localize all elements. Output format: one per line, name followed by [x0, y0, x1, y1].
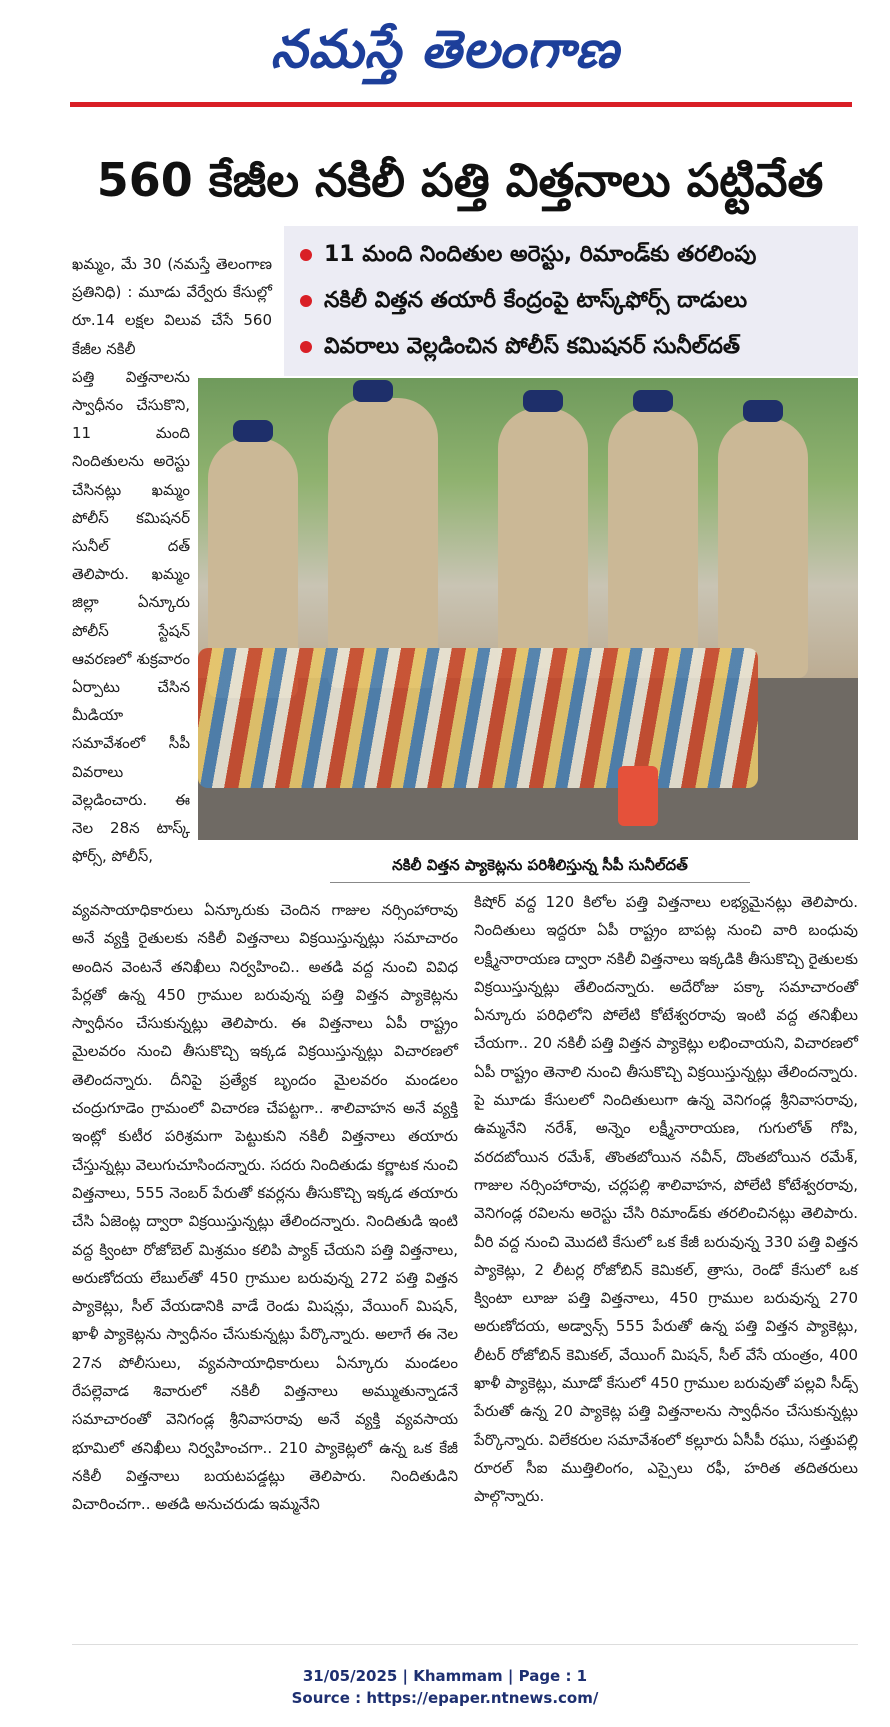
highlight-item — [294, 232, 858, 278]
article-body-left: వ్యవసాయాధికారులు ఏన్కూరుకు చెందిన గాజుల నర్సింహారావు అనే వ్యక్తి రైతులకు నకిలీ విత్తనాలు విక్రయిస్తున్నట్లు సమాచారం అందిన వెంటనే తనిఖీలు నిర్వహించి.. అతడి వద్ద నుంచి వివిధ పేర్లతో ఉన్న 450 గ్రాముల బరువున్న పత్తి విత్తన ప్యాకెట్లను స్వాధీనం చేసుకున్నట్లు తెలిపారు. ఈ విత్తనాలు ఏపీ రాష్ట్రం మైలవరం నుంచి తీసుకొచ్చి ఇక్కడ విక్రయిస్తున్నట్లు విచారణలో తెలిందన్నారు. దీనిపై ప్రత్యేక బృందం మైలవరం మండలం చంద్రుగూడెం గ్రామంలో విచారణ చేపట్టగా.. శాలివాహన అనే వ్యక్తి ఇంట్లో కుటీర పరిశ్రమగా పెట్టుకుని నకిలీ విత్తనాలు తయారు చేస్తున్నట్లు వెలుగుచూసిందన్నారు. సదరు నిందితుడు కర్ణాటక నుంచి విత్తనాలు, 555 నెంబర్‌ పేరుతో కవర్లను తీసుకొచ్చి ఇక్కడ తయారు చేసి ఏజెంట్ల ద్వారా విక్రయిస్తున్నట్లు తేలిందన్నారు. నిందితుడి ఇంటి వద్ద క్వింటా రోజోబెల్‌ మిశ్రమం కలిపి ప్యాక్‌ చేయని పత్తి విత్తనాలు, అరుణోదయ లేబుల్‌తో 450 గ్రాముల బరువున్న 272 పత్తి విత్తన ప్యాకెట్లు, సీల్‌ వేయడానికి వాడే రెండు మిషన్లు, వేయింగ్‌ మిషన్‌, ఖాళీ ప్యాకెట్లను స్వాధీనం చేసుకున్నట్లు పేర్కొన్నారు. అలాగే ఈ నెల 27న పోలీసులు, వ్యవసాయాధికారులు ఏన్కూరు మండలం రేపల్లెవాడ శివారులో నకిలీ విత్తనాలు అమ్ముతున్నాడనే సమాచారంతో వెనిగండ్ల శ్రీనివాసరావు అనే వ్యక్తి వ్యవసాయ భూమిలో తనిఖీలు నిర్వహించగా.. 210 ప్యాకెట్లలో ఉన్న ఒక కేజీ నకిలీ విత్తనాలు బయటపడ్డట్లు తెలిపారు. నిందితుడిని విచారించగా.. అతడి అనుచరుడు ఇమ్మనేని — [72, 901, 458, 1514]
news-photo — [198, 378, 858, 840]
seed-packets-pile — [198, 648, 758, 788]
masthead — [0, 6, 890, 96]
photo-officer — [718, 418, 808, 678]
highlight-text: నకిలీ విత్తన తయారీ కేంద్రంపై టాస్క్‌ఫోర్స్‌ దాడులు — [324, 288, 748, 313]
cap-icon — [633, 390, 673, 412]
footer-rule — [72, 1644, 858, 1645]
bullet-dot-icon — [300, 341, 312, 353]
highlight-text: 11 మంది నిందితుల అరెస్టు, రిమాండ్‌కు తరలింపు — [324, 242, 757, 267]
bullet-dot-icon — [300, 249, 312, 261]
highlights-box — [284, 226, 858, 376]
cap-icon — [353, 380, 393, 402]
photo-officer — [498, 408, 588, 668]
intro-continued: పత్తి విత్తనాలను స్వాధీనం చేసుకొని, 11 మంది నిందితులను అరెస్టు చేసినట్లు ఖమ్మం పోలీస్‌ కమిషనర్‌ సునీల్‌ దత్‌ తెలిపారు. ఖమ్మం జిల్లా ఏన్కూరు పోలీస్‌ స్టేషన్‌ ఆవరణలో శుక్రవారం ఏర్పాటు చేసిన మీడియా సమావేశంలో సీపీ వివరాలు వెల్లడించారు. ఈ నెల 28న టాస్క్‌ ఫోర్స్‌, పోలీస్‌, — [72, 367, 190, 866]
highlight-item — [294, 324, 858, 370]
chemical-can — [618, 766, 658, 826]
highlight-item — [294, 278, 858, 324]
masthead-title: నమస్తే తెలంగాణ — [270, 20, 620, 80]
intro-lead: ఖమ్మం, మే 30 (నమస్తే తెలంగాణ ప్రతినిధి) : మూడు వేర్వేరు కేసుల్లో రూ.14 లక్షల విలువ చేసే 560 కేజీల నకిలీ — [72, 255, 272, 358]
cap-icon — [743, 400, 783, 422]
footer-source-link[interactable]: Source : https://epaper.ntnews.com/ — [291, 1689, 599, 1707]
footer — [0, 1665, 890, 1709]
article-body-right: కిషోర్‌ వద్ద 120 కిలోల పత్తి విత్తనాలు లభ్యమైనట్లు తెలిపారు. నిందితులు ఇద్దరూ ఏపీ రాష్ట్రం బాపట్ల నుంచి వారి బంధువు లక్ష్మీనారాయణ ద్వారా నకిలీ విత్తనాలు ఇక్కడికి తీసుకొచ్చి రైతులకు విక్రయిస్తున్నట్లు తేలిందన్నారు. అదేరోజు పక్కా సమాచారంతో ఏన్కూరు పరిధిలోని పోలేటి కోటేశ్వరరావు ఇంటి వద్ద తనిఖీలు చేయగా.. 20 నకిలీ పత్తి విత్తన ప్యాకెట్లు లభించాయని, విచారణలో ఏపీ రాష్ట్రం తెనాలి నుంచి తీసుకొచ్చి విక్రయిస్తున్నట్లు తేలిందన్నారు. పై మూడు కేసులలో నిందితులుగా ఉన్న వెనిగండ్ల శ్రీనివాసరావు, ఉమ్మనేని నరేశ్‌, అన్నెం లక్ష్మీనారాయణ, గుగులోత్‌ గోపి, వరదబోయిన రమేశ్‌, తొంతబోయిన నవీన్‌, దొంతబోయిన రమేశ్‌, గాజుల నర్సింహారావు, చర్లపల్లి శాలివాహన, పోలేటి కోటేశ్వరరావు, వెనిగండ్ల రవిలను అరెస్టు చేసి రిమాండ్‌కు తరలించినట్లు తెలిపారు. వీరి వద్ద నుంచి మొదటి కేసులో ఒక కేజీ బరువున్న 330 పత్తి విత్తన ప్యాకెట్లు, 2 లీటర్ల రోజోబిన్‌ కెమికల్‌, త్రాసు, రెండో కేసులో ఒక క్వింటా లూజు పత్తి విత్తనాలు, 450 గ్రాముల బరువున్న 270 అరుణోదయ, అడ్వాన్స్‌ 555 పేరుతో ఉన్న పత్తి విత్తన ప్యాకెట్లు, లీటర్‌ రోజోబిన్‌ కెమికల్‌, వేయింగ్‌ మిషన్‌, సీల్‌ వేసే యంత్రం, 400 ఖాళీ ప్యాకెట్లు, మూడో కేసులో 450 గ్రాముల బరువుతో పల్లవి సీడ్స్‌ పేరుతో ఉన్న 20 ప్యాకెట్ల పత్తి విత్తనాలను స్వాధీనం చేసుకున్నట్లు పేర్కొన్నారు. విలేకరుల సమావేశంలో కల్లూరు ఏసీపీ రఘు, సత్తుపల్లి రూరల్‌ సీఐ ముత్తిలింగం, ఎస్సైలు రఫీ, హరిత తదితరులు పాల్గొన్నారు. — [474, 893, 858, 1506]
photo-officer — [608, 408, 698, 668]
footer-date-line: 31/05/2025 | Khammam | Page : 1 — [302, 1667, 588, 1685]
highlight-text: వివరాలు వెల్లడించిన పోలీస్‌ కమిషనర్‌ సునీల్‌దత్‌ — [324, 334, 741, 359]
cap-icon — [233, 420, 273, 442]
headline: 560 కేజీల నకిలీ పత్తి విత్తనాలు పట్టివేత — [96, 153, 824, 207]
caption-rule — [330, 882, 750, 883]
photo-officer — [328, 398, 438, 688]
cap-icon — [523, 390, 563, 412]
photo-caption: నకిలీ విత్తన ప్యాకెట్లను పరిశీలిస్తున్న సీపీ సునీల్‌దత్‌ — [392, 856, 688, 874]
bullet-dot-icon — [300, 295, 312, 307]
masthead-rule — [70, 102, 852, 107]
